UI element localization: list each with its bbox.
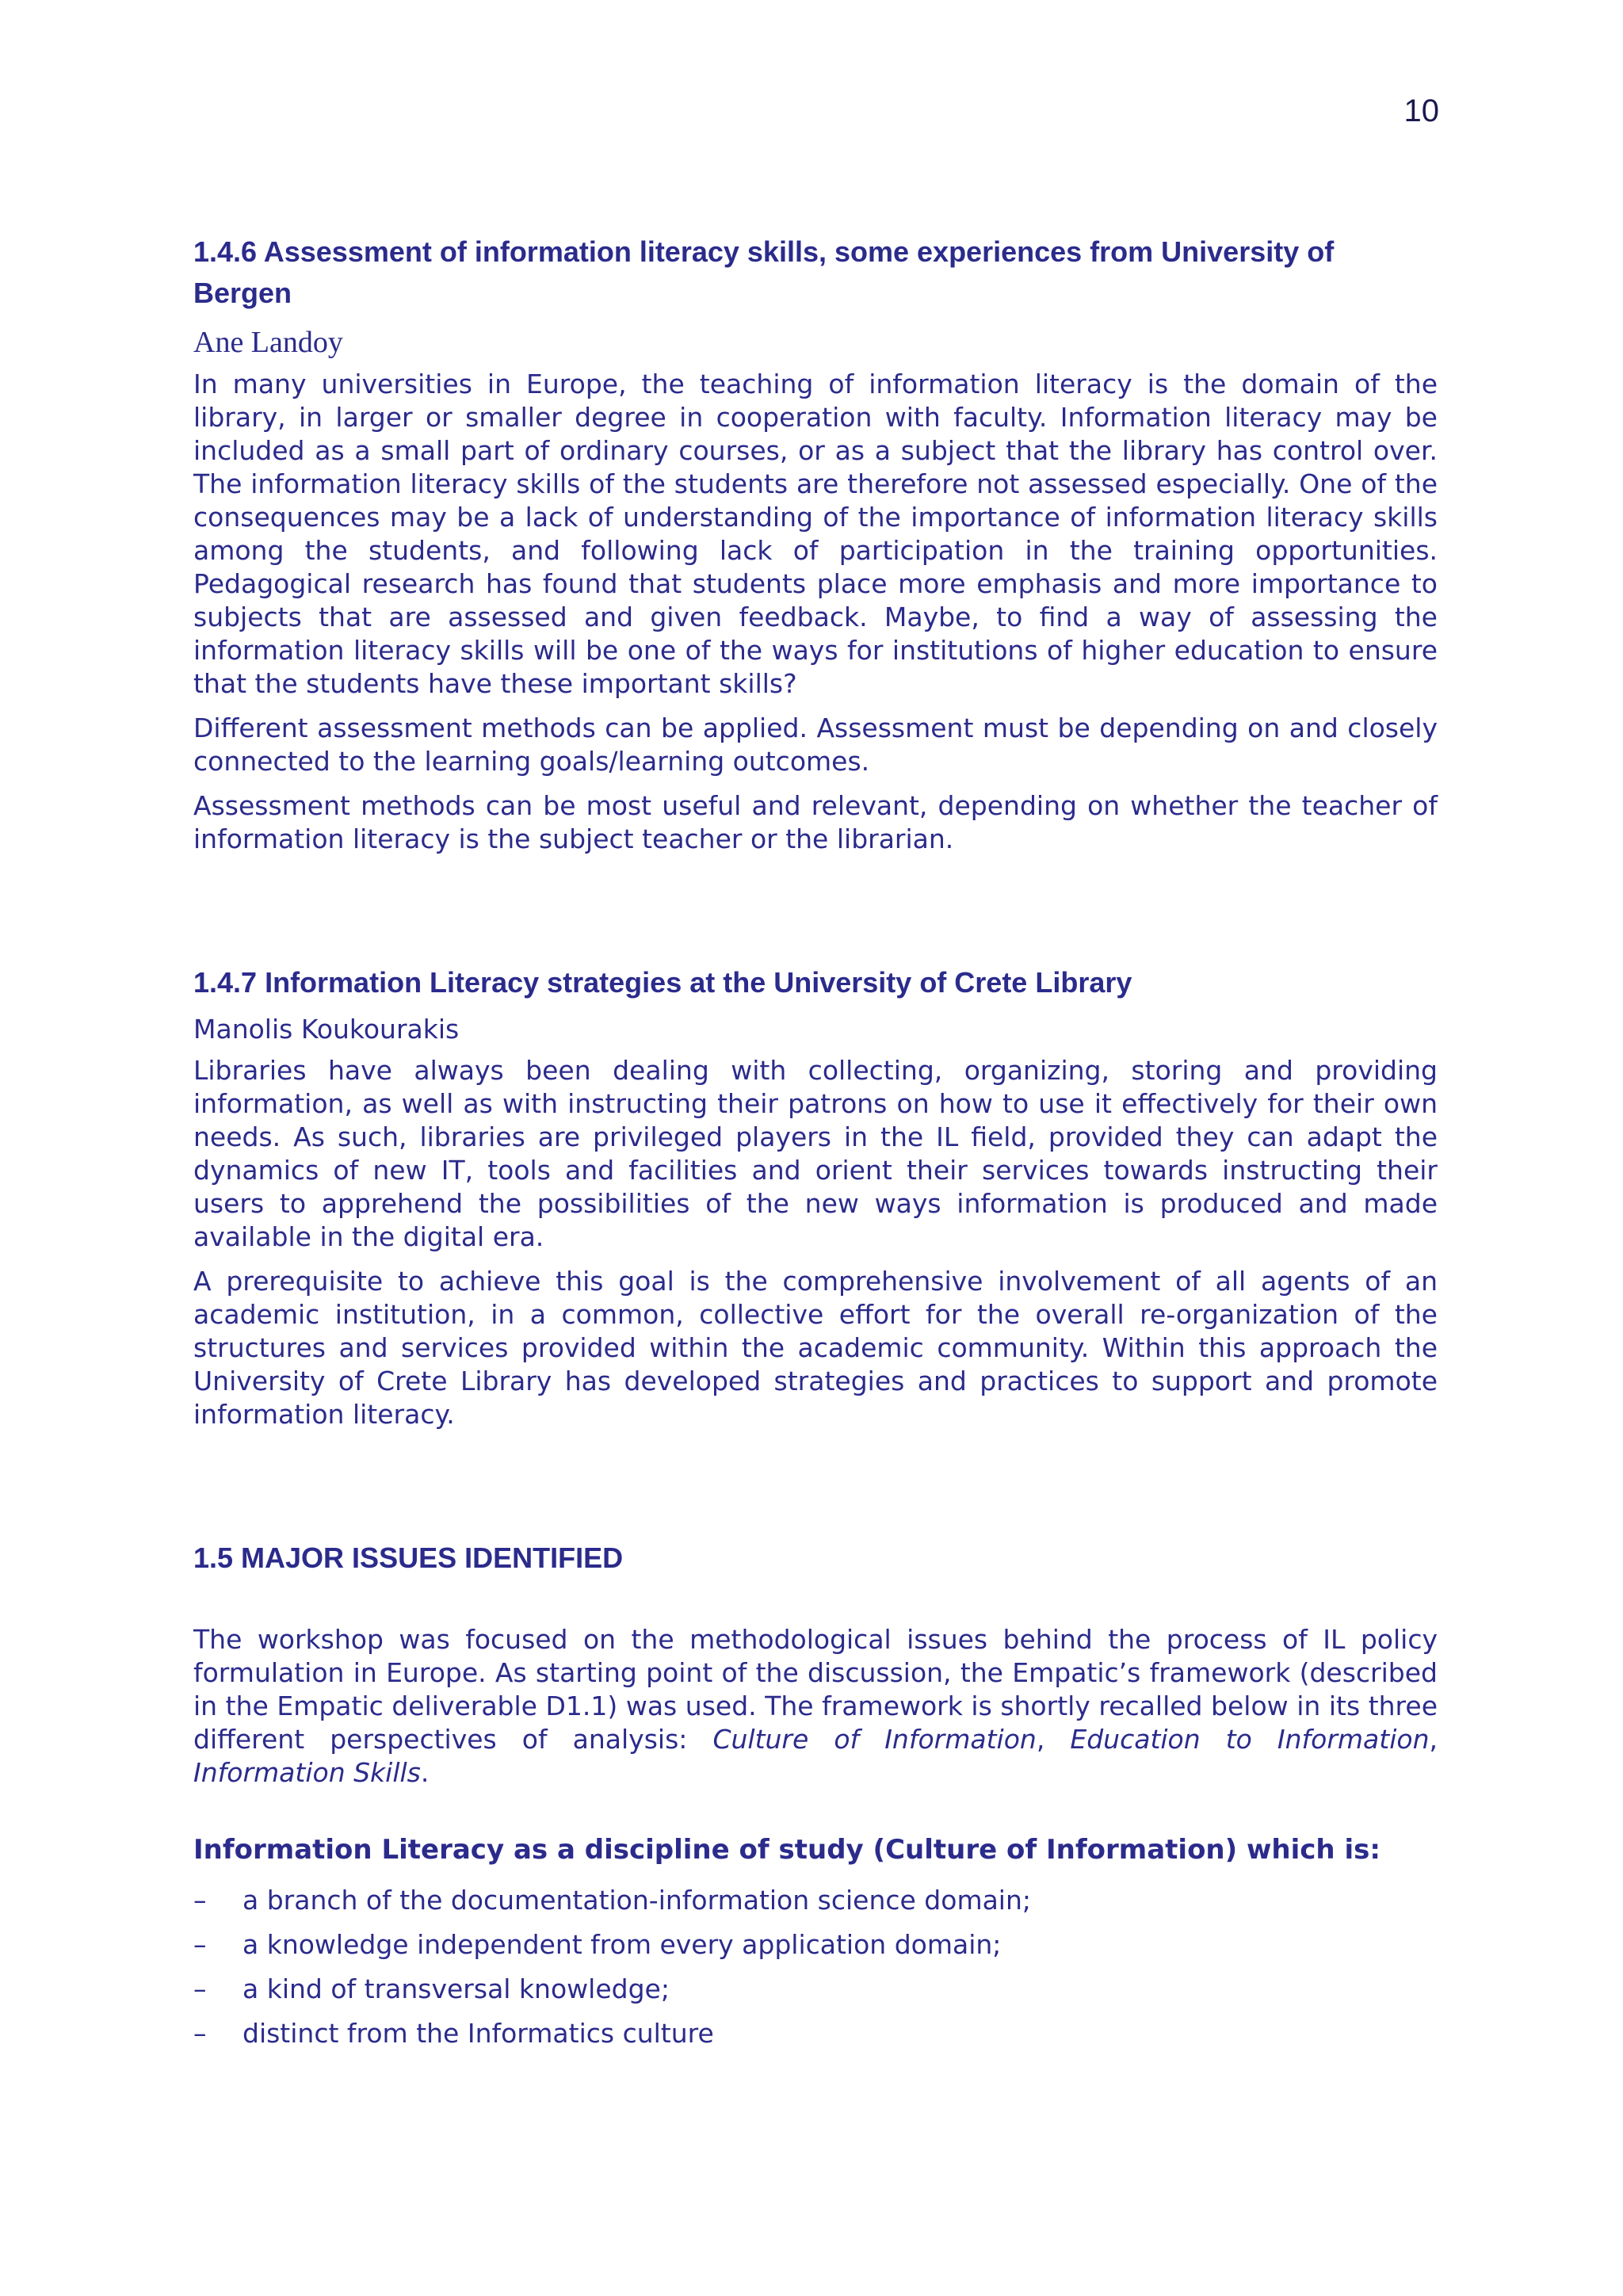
- section-heading: 1.4.6 Assessment of information literacy skills, some experiences from University of Bergen: [193, 235, 1335, 309]
- spacer: [193, 1442, 1438, 1538]
- author-name: Ane Landoy: [193, 326, 343, 359]
- page-number: 10: [1403, 94, 1439, 128]
- dash-marker: –: [193, 1885, 207, 1916]
- page-content: [193, 231, 1438, 2056]
- separator: ,: [1429, 1724, 1438, 1755]
- list-item-text: a knowledge independent from every application domain;: [242, 1929, 1002, 1960]
- perspective-culture: Culture of Information: [712, 1724, 1037, 1755]
- separator: ,: [1036, 1724, 1071, 1755]
- section-heading: 1.5 MAJOR ISSUES IDENTIFIED: [193, 1541, 624, 1574]
- spacer: [193, 867, 1438, 962]
- section-heading: 1.4.7 Information Literacy strategies at the University of Crete Library: [193, 966, 1132, 999]
- spacer: [193, 1801, 1438, 1829]
- list-item: [193, 1923, 1438, 1967]
- list-item: [193, 1878, 1438, 1923]
- perspective-skills: Information Skills: [193, 1757, 421, 1788]
- list-item: [193, 1967, 1438, 2011]
- dash-marker: –: [193, 2018, 207, 2049]
- list-item: [193, 2011, 1438, 2056]
- section-1-4-7: [193, 962, 1438, 1431]
- section-1-5: [193, 1538, 1438, 2056]
- bullet-list: [193, 1878, 1438, 2056]
- intro-paragraph: [193, 1623, 1438, 1790]
- section-1-4-6: [193, 231, 1438, 856]
- paragraph: In many universities in Europe, the teaching of information literacy is the domain of the library, in larger or smaller degree in cooperation with faculty. Information literacy may be included as a small part of ordinary courses, or as a subject that the library has control over. The information literacy skills of the students are therefore not assessed especially. One of the consequences may be a lack of understanding of the importance of information literacy skills among the students, and following lack of participation in the training opportunities. Pedagogical research has found that students place more emphasis and more importance to subjects that are assessed and given feedback. Maybe, to find a way of assessing the information literacy skills will be one of the ways for institutions of higher education to ensure that the students have these important skills?: [193, 369, 1438, 699]
- list-item-text: distinct from the Informatics culture: [242, 2018, 714, 2049]
- dash-marker: –: [193, 1973, 207, 2004]
- list-item-text: a kind of transversal knowledge;: [242, 1973, 670, 2004]
- punctuation: .: [420, 1757, 430, 1788]
- list-item-text: a branch of the documentation-information science domain;: [242, 1885, 1032, 1916]
- intro-text: The workshop was focused on the methodological issues behind the process of IL policy formulation in Europe. As starting point of the discussion, the Empatic’s framework (described in the Empatic deliverable D1.1) was used. The framework is shortly recalled below in its three different perspectives of analysis:: [193, 1624, 1438, 1755]
- paragraph: Assessment methods can be most useful and relevant, depending on whether the teacher of information literacy is the subject teacher or the librarian.: [193, 790, 1438, 854]
- perspective-education: Education to Information: [1070, 1724, 1430, 1755]
- spacer: [193, 1579, 1438, 1623]
- dash-marker: –: [193, 1929, 207, 1960]
- paragraph: Libraries have always been dealing with collecting, organizing, storing and providing information, as well as with instructing their patrons on how to use it effectively for their own needs. As such, libraries are privileged players in the IL field, provided they can adapt the dynamics of new IT, tools and facilities and orient their services towards instructing their users to apprehend the possibilities of the new ways information is produced and made available in the digital era.: [193, 1055, 1438, 1252]
- list-subheading: Information Literacy as a discipline of study (Culture of Information) which is:: [193, 1834, 1381, 1866]
- paragraph: Different assessment methods can be applied. Assessment must be depending on and closely connected to the learning goals/learning outcomes.: [193, 712, 1438, 777]
- paragraph: A prerequisite to achieve this goal is the comprehensive involvement of all agents of an academic institution, in a common, collective effort for the overall re-organization of the structures and services provided within the academic community. Within this approach the University of Crete Library has developed strategies and practices to support and promote information literacy.: [193, 1266, 1438, 1430]
- author-name: Manolis Koukourakis: [193, 1014, 460, 1045]
